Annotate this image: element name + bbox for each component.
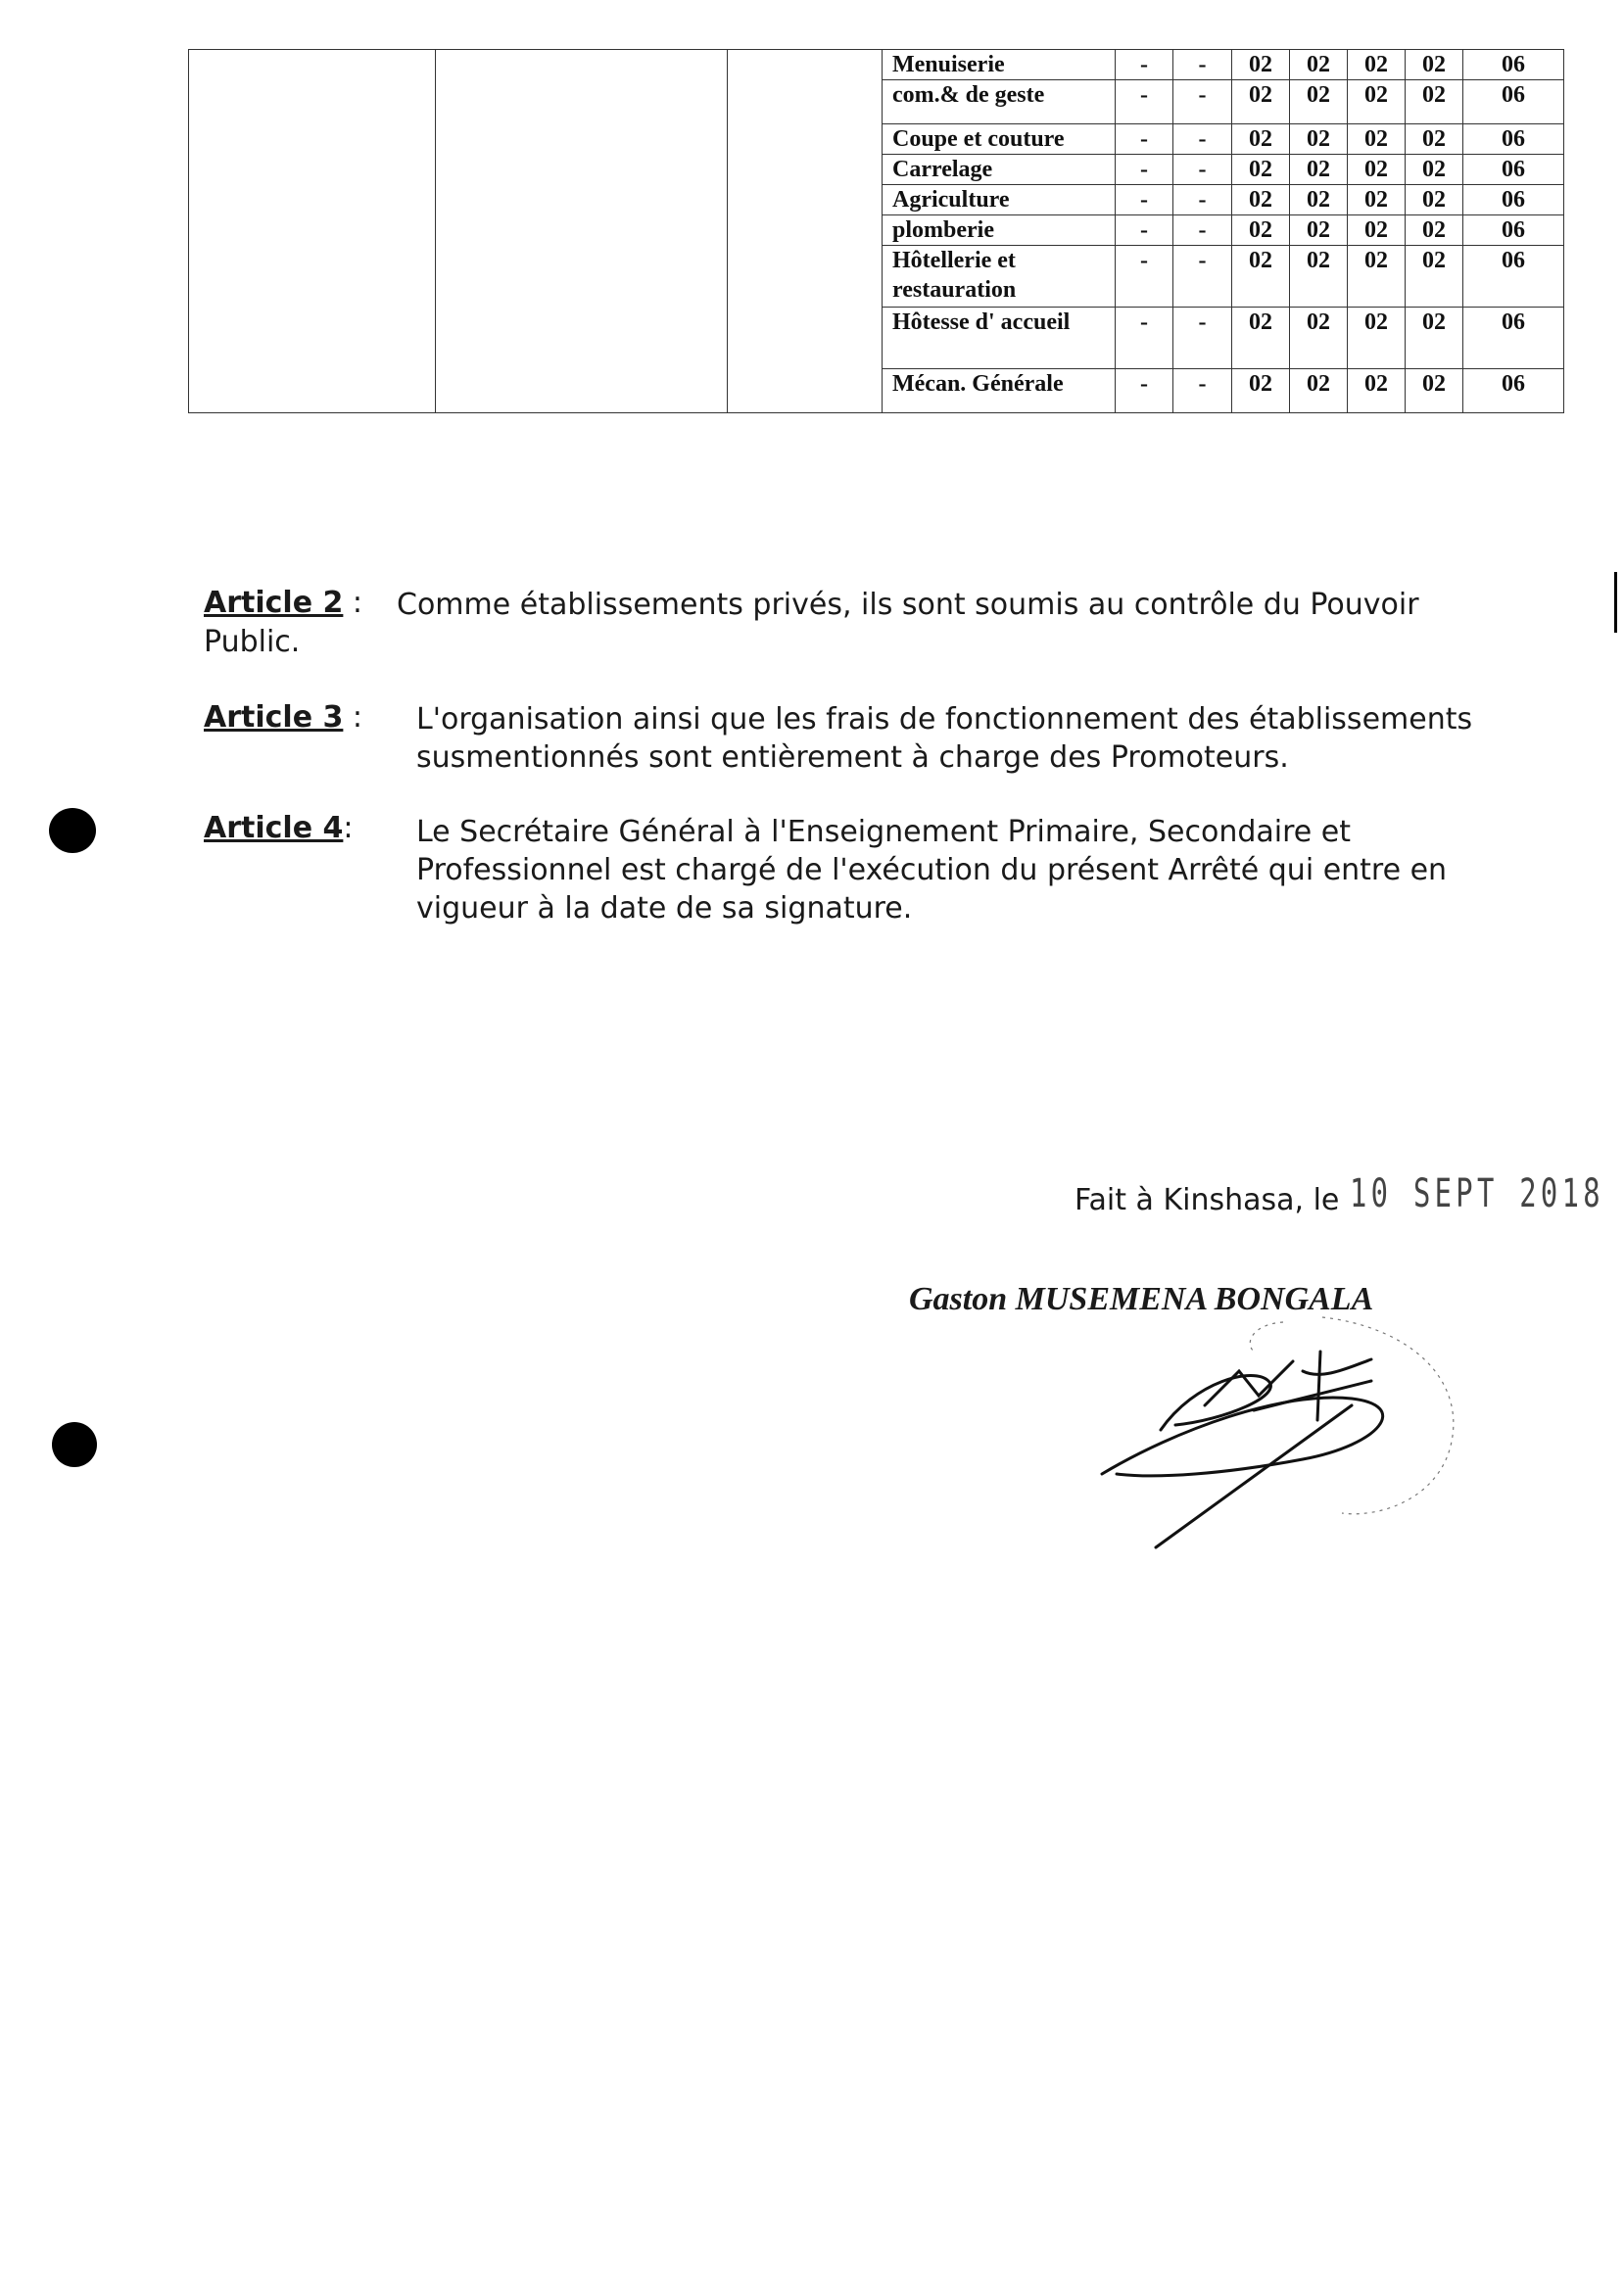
count-cell: 02 — [1348, 185, 1406, 215]
total-cell: 06 — [1463, 185, 1564, 215]
count-cell: 02 — [1290, 124, 1348, 155]
count-cell: - — [1173, 155, 1232, 185]
count-cell: 02 — [1406, 369, 1463, 413]
option-cell: com.& de geste — [883, 80, 1116, 124]
count-cell: 02 — [1348, 246, 1406, 308]
count-cell: 02 — [1406, 80, 1463, 124]
count-cell: 02 — [1290, 246, 1348, 308]
count-cell: 02 — [1290, 308, 1348, 369]
count-cell: 02 — [1290, 155, 1348, 185]
count-cell: - — [1173, 246, 1232, 308]
count-cell: 02 — [1232, 155, 1290, 185]
count-cell: - — [1116, 50, 1173, 80]
count-cell: - — [1173, 185, 1232, 215]
total-cell: 06 — [1463, 246, 1564, 308]
count-cell: - — [1173, 369, 1232, 413]
count-cell: - — [1173, 80, 1232, 124]
count-cell: 02 — [1232, 246, 1290, 308]
count-cell: 02 — [1232, 50, 1290, 80]
article-3-line2: susmentionnés sont entièrement à charge des Promoteurs. — [416, 740, 1289, 775]
count-cell: - — [1173, 215, 1232, 246]
article-3-heading — [204, 698, 362, 736]
article-2-label: Article 2 — [204, 586, 344, 620]
address-col-cell — [436, 50, 728, 413]
count-cell: 02 — [1232, 185, 1290, 215]
article-4-sep: : — [343, 811, 354, 845]
article-3-sep: : — [343, 700, 363, 735]
count-cell: 02 — [1406, 155, 1463, 185]
count-cell: 02 — [1406, 124, 1463, 155]
option-cell: Coupe et couture — [883, 124, 1116, 155]
handwritten-signature — [1058, 1312, 1489, 1567]
total-cell: 06 — [1463, 50, 1564, 80]
article-2-line2: Public. — [204, 625, 301, 659]
count-cell: - — [1116, 124, 1173, 155]
edge-mark — [1614, 572, 1617, 633]
option-cell: Menuiserie — [883, 50, 1116, 80]
count-cell: 02 — [1290, 185, 1348, 215]
count-cell: 02 — [1290, 80, 1348, 124]
count-cell: 02 — [1348, 308, 1406, 369]
article-3-line1: L'organisation ainsi que les frais de fonctionnement des établissements — [416, 702, 1473, 736]
count-cell: 02 — [1406, 215, 1463, 246]
count-cell: - — [1116, 369, 1173, 413]
count-cell: - — [1173, 308, 1232, 369]
article-2-heading — [204, 584, 362, 622]
article-2-line1: Comme établissements privés, ils sont soumis au contrôle du Pouvoir — [397, 588, 1419, 622]
count-cell: 02 — [1232, 124, 1290, 155]
school-col-cell — [189, 50, 436, 413]
count-cell: - — [1116, 155, 1173, 185]
count-cell: 02 — [1232, 215, 1290, 246]
total-cell: 06 — [1463, 124, 1564, 155]
article-4-label: Article 4 — [204, 811, 344, 845]
count-cell: 02 — [1348, 155, 1406, 185]
option-cell: Hôtesse d' accueil — [883, 308, 1116, 369]
count-cell: - — [1116, 215, 1173, 246]
option-cell: Carrelage — [883, 155, 1116, 185]
count-cell: 02 — [1406, 185, 1463, 215]
count-cell: 02 — [1232, 369, 1290, 413]
option-cell: Mécan. Générale — [883, 369, 1116, 413]
option-cell: Agriculture — [883, 185, 1116, 215]
article-4-line2: Professionnel est chargé de l'exécution du présent Arrêté qui entre en — [416, 853, 1448, 887]
article-4-line3: vigueur à la date de sa signature. — [416, 891, 913, 926]
count-cell: 02 — [1290, 369, 1348, 413]
count-cell: - — [1116, 308, 1173, 369]
count-cell: - — [1116, 185, 1173, 215]
count-cell: 02 — [1406, 308, 1463, 369]
count-cell: 02 — [1232, 80, 1290, 124]
count-cell: 02 — [1232, 308, 1290, 369]
punch-hole-top — [49, 808, 96, 853]
place-date-text: Fait à Kinshasa, le — [1075, 1183, 1340, 1217]
count-cell: 02 — [1406, 246, 1463, 308]
article-2-sep: : — [343, 586, 363, 620]
signer-name: Gaston MUSEMENA BONGALA — [909, 1281, 1374, 1317]
article-4-line1: Le Secrétaire Général à l'Enseignement Primaire, Secondaire et — [416, 815, 1352, 849]
table-row — [189, 50, 1564, 80]
level-col-cell — [728, 50, 883, 413]
stamped-date: 10 SEPT 2018 — [1350, 1171, 1604, 1216]
count-cell: 02 — [1406, 50, 1463, 80]
count-cell: 02 — [1348, 50, 1406, 80]
count-cell: 02 — [1348, 124, 1406, 155]
article-3-label: Article 3 — [204, 700, 344, 735]
total-cell: 06 — [1463, 155, 1564, 185]
count-cell: - — [1116, 80, 1173, 124]
count-cell: 02 — [1290, 215, 1348, 246]
punch-hole-bottom — [52, 1422, 97, 1467]
total-cell: 06 — [1463, 80, 1564, 124]
count-cell: 02 — [1290, 50, 1348, 80]
count-cell: - — [1173, 124, 1232, 155]
total-cell: 06 — [1463, 369, 1564, 413]
option-cell: Hôtellerie et restauration — [883, 246, 1116, 308]
option-cell: plomberie — [883, 215, 1116, 246]
total-cell: 06 — [1463, 308, 1564, 369]
count-cell: - — [1173, 50, 1232, 80]
article-4-heading — [204, 809, 353, 847]
count-cell: - — [1116, 246, 1173, 308]
count-cell: 02 — [1348, 80, 1406, 124]
count-cell: 02 — [1348, 215, 1406, 246]
total-cell: 06 — [1463, 215, 1564, 246]
count-cell: 02 — [1348, 369, 1406, 413]
options-table — [188, 49, 1564, 413]
